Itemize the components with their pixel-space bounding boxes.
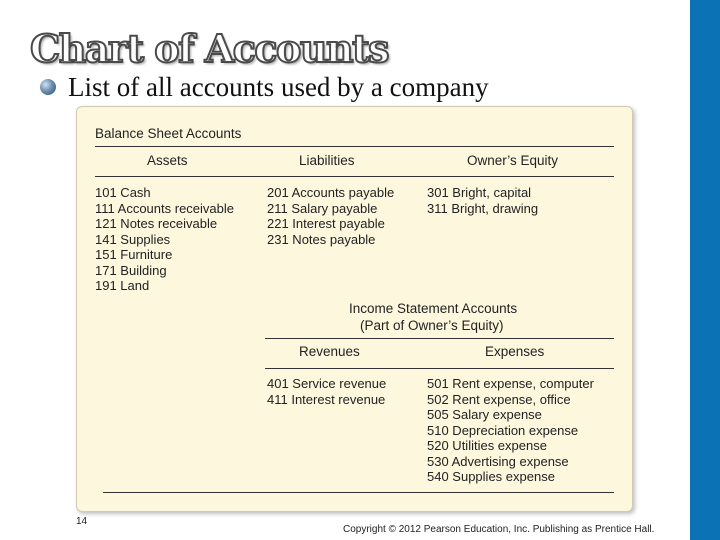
list-item: 111 Accounts receivable (95, 200, 234, 216)
bullet-point (40, 70, 489, 104)
list-item: 520 Utilities expense (427, 438, 547, 453)
bullet-sphere-icon (40, 79, 56, 95)
list-item: 411 Interest revenue (267, 391, 386, 407)
list-item: 311 Bright, drawing (427, 200, 539, 216)
list-item: 121 Notes receivable (95, 216, 218, 231)
expenses-header: Expenses (485, 344, 545, 359)
assets-header: Assets (147, 153, 188, 168)
list-item: 201 Accounts payable (267, 185, 395, 200)
revenues-header: Revenues (299, 344, 360, 359)
income-statement-heading: Income Statement Accounts (349, 301, 518, 316)
list-item: 510 Depreciation expense (427, 422, 579, 438)
copyright-notice: Copyright © 2012 Pearson Education, Inc. Publishing as Prentice Hall. (343, 524, 655, 535)
list-item: 191 Land (95, 278, 150, 293)
bullet-text: List of all accounts used by a company (68, 72, 489, 102)
list-item: 151 Furniture (95, 247, 173, 262)
list-item: 505 Salary expense (427, 407, 542, 422)
balance-sheet-top-rule (95, 146, 614, 147)
list-item: 101 Cash (95, 185, 151, 200)
balance-sheet-header-rule (95, 176, 614, 177)
income-statement-header-rule (265, 368, 614, 369)
list-item: 501 Rent expense, computer (427, 376, 594, 391)
owners-equity-header: Owner’s Equity (467, 153, 559, 168)
income-statement-subheading: (Part of Owner’s Equity) (360, 318, 504, 333)
list-item: 221 Interest payable (267, 216, 385, 231)
list-item: 211 Salary payable (267, 200, 378, 216)
list-item: 171 Building (95, 262, 167, 278)
list-item: 502 Rent expense, office (427, 391, 571, 407)
list-item: 301 Bright, capital (427, 185, 532, 200)
accent-side-bar (690, 0, 720, 540)
panel-bottom-rule (103, 492, 614, 493)
income-statement-top-rule (265, 338, 614, 339)
list-item: 530 Advertising expense (427, 453, 569, 469)
slide-title: Chart of Accounts (30, 26, 389, 71)
list-item: 141 Supplies (95, 231, 171, 247)
list-item: 231 Notes payable (267, 231, 376, 247)
list-item: 540 Supplies expense (427, 469, 555, 484)
liabilities-header: Liabilities (299, 153, 355, 168)
chart-of-accounts-panel (76, 106, 633, 512)
balance-sheet-heading: Balance Sheet Accounts (95, 126, 242, 141)
page-number: 14 (76, 516, 88, 527)
list-item: 401 Service revenue (267, 376, 387, 391)
